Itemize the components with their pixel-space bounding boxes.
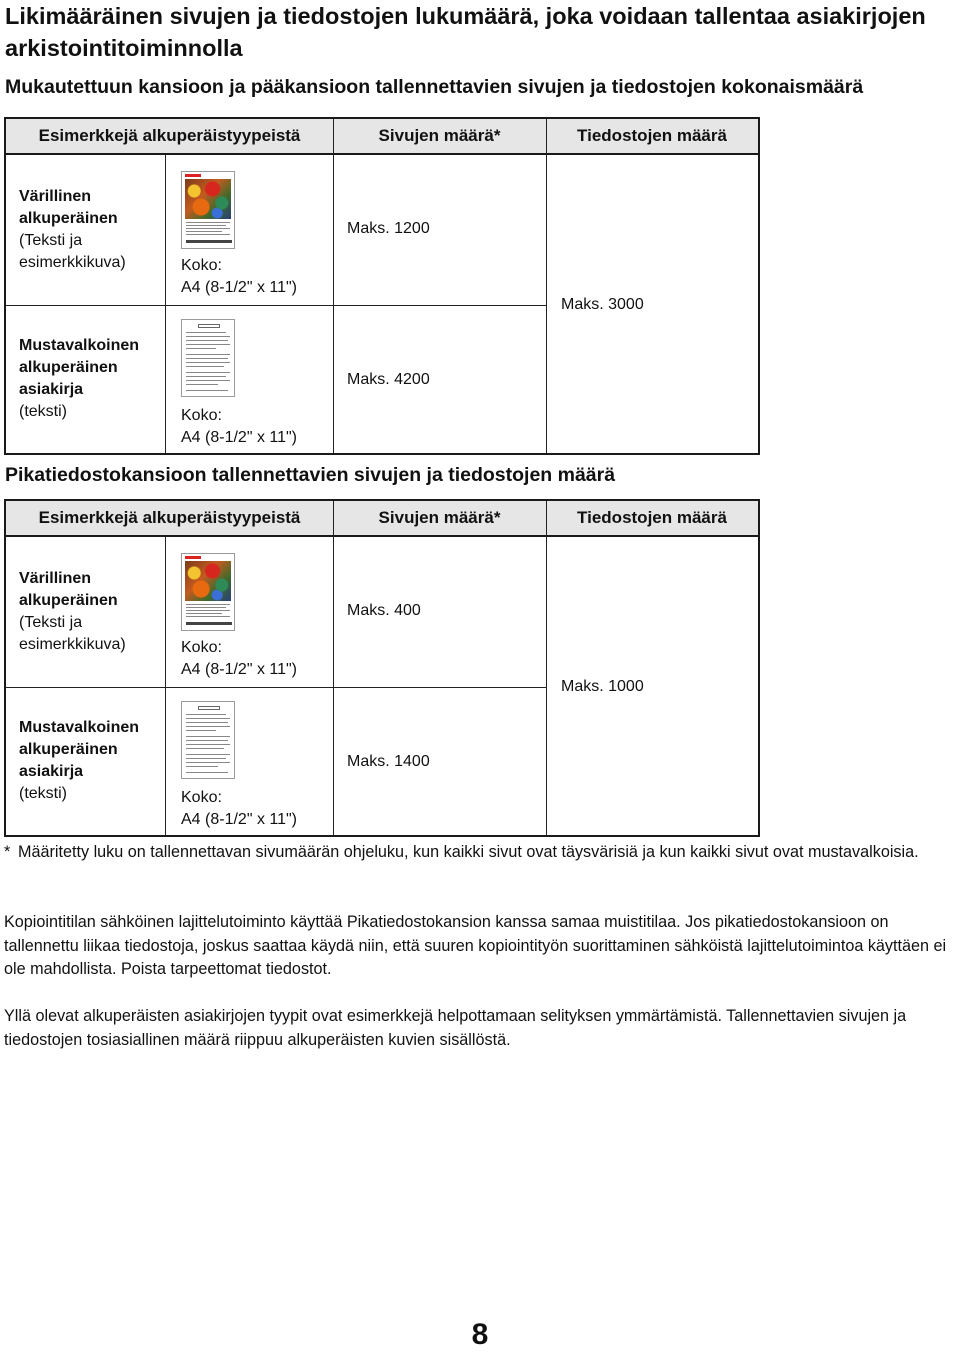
column-divider — [333, 501, 334, 835]
size-value: A4 (8-1/2" x 11") — [181, 279, 297, 296]
column-divider — [165, 537, 166, 835]
bw-document-thumbnail — [181, 319, 235, 397]
size-label: Koko: — [181, 789, 222, 806]
original-type-color — [19, 568, 129, 656]
column-header-pages: Sivujen määrä* — [378, 126, 501, 145]
original-type-bold-line: asiakirja — [19, 763, 84, 780]
size-value: A4 (8-1/2" x 11") — [181, 661, 297, 678]
size-info — [181, 255, 297, 299]
original-type-desc-line: (Teksti ja — [19, 232, 83, 249]
table-header — [6, 119, 758, 155]
footnote-marker: * — [4, 843, 11, 861]
original-type-desc-line: esimerkkikuva) — [19, 254, 126, 271]
row-divider — [6, 687, 546, 688]
table-header — [6, 501, 758, 537]
section2-heading: Pikatiedostokansioon tallennettavien sivujen ja tiedostojen määrä — [5, 464, 616, 486]
size-info — [181, 787, 297, 831]
original-type-bold-line: Mustavalkoinen — [19, 337, 140, 354]
original-type-label — [19, 186, 129, 230]
size-label: Koko: — [181, 639, 222, 656]
section1-heading: Mukautettuun kansioon ja pääkansioon tallennettavien sivujen ja tiedostojen kokonaismäärä — [5, 76, 864, 98]
original-type-color — [19, 186, 129, 274]
column-divider — [546, 119, 547, 453]
size-label: Koko: — [181, 257, 222, 274]
files-max-value: Maks. 1000 — [561, 678, 644, 695]
pages-max-value: Maks. 400 — [347, 602, 421, 619]
size-value: A4 (8-1/2" x 11") — [181, 811, 297, 828]
footnote-text: Määritetty luku on tallennettavan sivumäärän ohjeluku, kun kaikki sivut ovat täysvärisiä ja kun kaikki sivut ovat mustavalkoisia. — [18, 843, 919, 861]
color-document-thumbnail — [181, 171, 235, 249]
original-type-bw — [19, 717, 139, 805]
original-type-desc-line: (teksti) — [19, 785, 67, 802]
pages-max-value: Maks. 1200 — [347, 220, 430, 237]
column-header-original-type: Esimerkkejä alkuperäistyypeistä — [38, 126, 301, 145]
color-document-thumbnail — [181, 553, 235, 631]
column-divider — [165, 155, 166, 453]
original-type-desc-line: (Teksti ja — [19, 614, 83, 631]
size-info — [181, 405, 297, 449]
original-type-desc-line: (teksti) — [19, 403, 67, 420]
size-info — [181, 637, 297, 681]
original-type-label — [19, 568, 129, 612]
column-divider — [546, 501, 547, 835]
page-title: Likimääräinen sivujen ja tiedostojen lukumäärä, joka voidaan tallentaa asiakirjojen arkistointitoiminnolla — [5, 3, 926, 61]
column-header-files: Tiedostojen määrä — [577, 508, 727, 527]
original-type-desc-line: esimerkkikuva) — [19, 636, 126, 653]
paragraph: Yllä olevat alkuperäisten asiakirjojen tyypit ovat esimerkkejä helpottamaan selityksen ymmärtämistä. Tallennettavien sivujen ja tiedostojen tosiasiallinen määrä riippuu alkuperäisten kuvien sisällöstä. — [4, 1007, 907, 1049]
column-header-original-type: Esimerkkejä alkuperäistyypeistä — [38, 508, 301, 527]
pages-max-value: Maks. 1400 — [347, 753, 430, 770]
row-divider — [6, 305, 546, 306]
section1-table — [4, 117, 760, 455]
original-type-bold-line: asiakirja — [19, 381, 84, 398]
files-max-value: Maks. 3000 — [561, 296, 644, 313]
original-type-bw — [19, 335, 139, 423]
size-label: Koko: — [181, 407, 222, 424]
original-type-bold-line: alkuperäinen — [19, 741, 118, 758]
bw-document-thumbnail — [181, 701, 235, 779]
paragraph: Kopiointitilan sähköinen lajittelutoiminto käyttää Pikatiedostokansion kanssa samaa muistitilaa. Jos pikatiedostokansioon on tallennettu liikaa tiedostoja, joskus saattaa käydä niin, että suuren kopiointityön suorittaminen sähköistä lajittelutoimintoa käyttäen ei ole mahdollista. Poista tarpeettomat tiedostot. — [4, 913, 947, 978]
pages-max-value: Maks. 4200 — [347, 371, 430, 388]
column-header-pages: Sivujen määrä* — [378, 508, 501, 527]
page-number: 8 — [471, 1318, 489, 1351]
column-divider — [333, 119, 334, 453]
original-type-bold-line: alkuperäinen — [19, 359, 118, 376]
column-header-files: Tiedostojen määrä — [577, 126, 727, 145]
original-type-bold-text: Värillinen alkuperäinen — [19, 188, 118, 227]
original-type-bold-line: Mustavalkoinen — [19, 719, 140, 736]
section2-table — [4, 499, 760, 837]
original-type-bold-text: Värillinen alkuperäinen — [19, 570, 118, 609]
size-value: A4 (8-1/2" x 11") — [181, 429, 297, 446]
footnote — [4, 841, 934, 865]
